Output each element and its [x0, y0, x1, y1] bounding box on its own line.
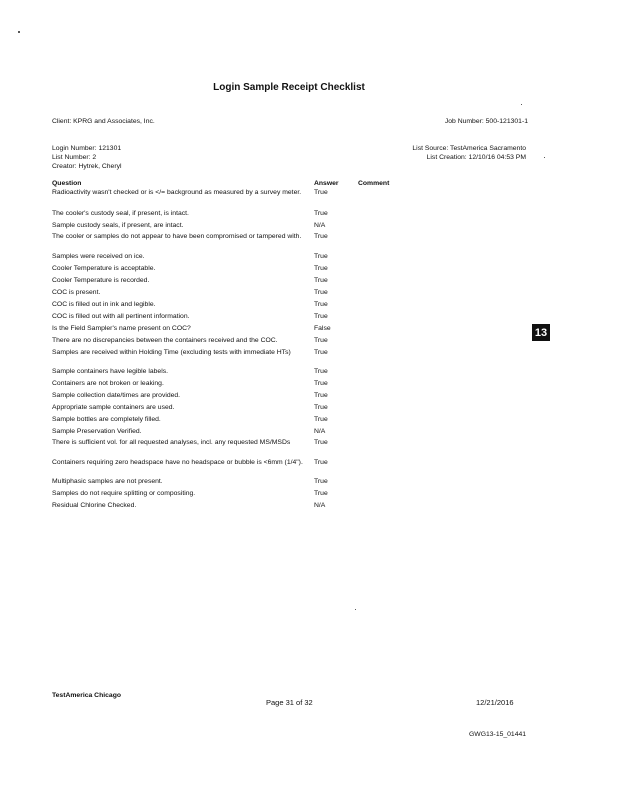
question-cell: The cooler or samples do not appear to have been compromised or tampered with.	[52, 233, 302, 240]
question-cell: Residual Chlorine Checked.	[52, 502, 137, 509]
question-cell: There is sufficient vol. for all requested analyses, incl. any requested MS/MSDs	[52, 439, 291, 446]
question-cell: Radioactivity wasn't checked or is </= background as measured by a survey meter.	[52, 189, 302, 196]
answer-cell: True	[314, 289, 328, 296]
question-cell: Containers are not broken or leaking.	[52, 380, 164, 387]
answer-cell: True	[314, 416, 328, 423]
question-cell: Cooler Temperature is acceptable.	[52, 265, 156, 272]
question-cell: The cooler's custody seal, if present, is intact.	[52, 210, 189, 217]
scan-speck	[521, 104, 522, 105]
answer-cell: N/A	[314, 428, 326, 435]
question-cell: Sample bottles are completely filled.	[52, 416, 161, 423]
answer-cell: True	[314, 490, 328, 497]
comment-header: Comment	[358, 180, 390, 187]
list-creation: List Creation: 12/10/16 04:53 PM	[426, 154, 526, 161]
creator: Creator: Hytrek, Cheryl	[52, 163, 122, 170]
section-tab-13: 13	[532, 324, 550, 341]
job-number: Job Number: 500-121301-1	[444, 118, 528, 125]
question-cell: Multiphasic samples are not present.	[52, 478, 163, 485]
list-number: List Number: 2	[52, 154, 97, 161]
answer-cell: True	[314, 380, 328, 387]
question-header: Question	[52, 180, 82, 187]
answer-cell: False	[314, 325, 331, 332]
answer-cell: True	[314, 210, 328, 217]
answer-cell: True	[314, 349, 328, 356]
answer-header: Answer	[314, 180, 339, 187]
answer-cell: True	[314, 439, 328, 446]
question-cell: Sample Preservation Verified.	[52, 428, 142, 435]
footer-date: 12/21/2016	[476, 698, 514, 707]
question-cell: Samples were received on ice.	[52, 253, 145, 260]
question-cell: Sample containers have legible labels.	[52, 368, 168, 375]
client-label: Client: KPRG and Associates, Inc.	[52, 118, 155, 125]
question-cell: Sample collection date/times are provided.	[52, 392, 181, 399]
login-number: Login Number: 121301	[52, 145, 122, 152]
question-cell: Samples are received within Holding Time (excluding tests with immediate HTs)	[52, 349, 291, 356]
answer-cell: True	[314, 337, 328, 344]
answer-cell: True	[314, 253, 328, 260]
footer-code: GWG13-15_01441	[469, 731, 527, 738]
answer-cell: True	[314, 392, 328, 399]
footer-page: Page 31 of 32	[266, 698, 313, 707]
answer-cell: True	[314, 233, 328, 240]
list-source: List Source: TestAmerica Sacramento	[412, 145, 526, 152]
question-cell: COC is present.	[52, 289, 101, 296]
answer-cell: True	[314, 368, 328, 375]
scan-speck	[544, 157, 545, 158]
footer-company: TestAmerica Chicago	[52, 692, 121, 699]
scan-speck	[355, 609, 356, 610]
answer-cell: True	[314, 404, 328, 411]
question-cell: There are no discrepancies between the containers received and the COC.	[52, 337, 278, 344]
question-cell: Samples do not require splitting or compositing.	[52, 490, 196, 497]
question-cell: Is the Field Sampler's name present on COC?	[52, 325, 191, 332]
answer-cell: True	[314, 313, 328, 320]
answer-cell: True	[314, 189, 328, 196]
answer-cell: True	[314, 277, 328, 284]
question-cell: Sample custody seals, if present, are intact.	[52, 222, 184, 229]
answer-cell: True	[314, 478, 328, 485]
answer-cell: True	[314, 459, 328, 466]
question-cell: COC is filled out with all pertinent information.	[52, 313, 190, 320]
answer-cell: N/A	[314, 502, 326, 509]
answer-cell: True	[314, 301, 328, 308]
question-cell: Appropriate sample containers are used.	[52, 404, 175, 411]
question-cell: COC is filled out in ink and legible.	[52, 301, 156, 308]
answer-cell: True	[314, 265, 328, 272]
answer-cell: N/A	[314, 222, 326, 229]
question-cell: Cooler Temperature is recorded.	[52, 277, 150, 284]
question-cell: Containers requiring zero headspace have no headspace or bubble is <6mm (1/4").	[52, 459, 303, 466]
page-title: Login Sample Receipt Checklist	[213, 82, 365, 93]
scan-speck	[18, 31, 20, 33]
